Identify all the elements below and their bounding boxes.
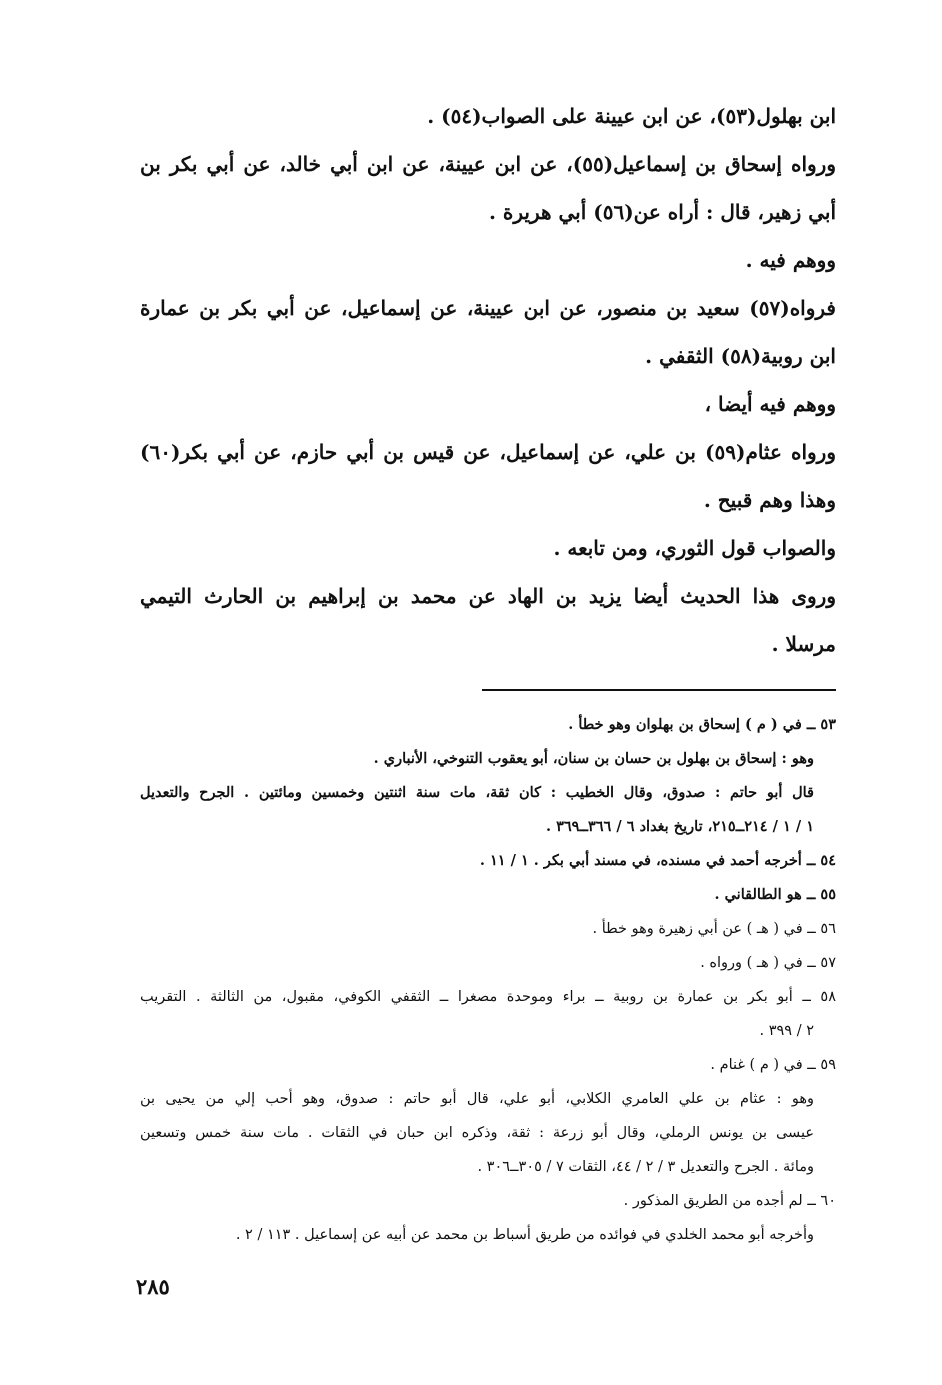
- footnote-line: وهو : عثام بن علي العامري الكلابي، أبو علي، قال أبو حاتم : صدوق، وهو أحب إلي من يحيى بن: [140, 1091, 814, 1107]
- main-text: [140, 92, 836, 668]
- footnote-line: ٥٤ ــ أخرجه أحمد في مسنده، في مسند أبي بكر . ١ / ١١ .: [479, 852, 836, 869]
- footnote-line: ٢ / ٣٩٩ .: [759, 1023, 814, 1039]
- footnote-line: ٥٦ ــ في ( هـ ) عن أبي زهيرة وهو خطأ .: [592, 921, 836, 937]
- footnote-line: ٥٥ ــ هو الطالقاني .: [714, 886, 836, 903]
- text-line: أبي زهير، قال : أراه عن(٥٦) أبي هريرة .: [488, 200, 836, 224]
- text-line: والصواب قول الثوري، ومن تابعه .: [553, 536, 836, 560]
- footnote-line: ٥٨ ــ أبو بكر بن عمارة بن روبية ــ براء وموحدة مصغرا ــ الثقفي الكوفي، مقبول، من الثالثة . التقريب: [140, 989, 836, 1005]
- page-number: ٢٨٥: [136, 1274, 170, 1299]
- footnote-line: ٥٧ ــ في ( هـ ) ورواه .: [700, 955, 836, 971]
- footnote-line: ٥٩ ــ في ( م ) غنام .: [710, 1057, 836, 1073]
- footnote-line: ٥٣ ــ في ( م ) إسحاق بن بهلوان وهو خطأ .: [568, 716, 836, 733]
- footnote-line: وهو : إسحاق بن بهلول بن حسان بن سنان، أبو يعقوب التنوخي، الأنباري .: [373, 750, 814, 767]
- footnote-line: قال أبو حاتم : صدوق، وقال الخطيب : كان ثقة، مات سنة اثنتين وخمسين ومائتين . الجرح والتعديل: [140, 784, 814, 801]
- text-line: ابن روبية(٥٨) الثقفي .: [645, 344, 836, 368]
- footnote-line: ١ / ١ / ٢١٤ــ٢١٥، تاريخ بغداد ٦ / ٣٦٦ــ٣٦٩ .: [545, 818, 814, 835]
- text-line: وروى هذا الحديث أيضا يزيد بن الهاد عن محمد بن إبراهيم بن الحارث التيمي: [140, 584, 836, 608]
- text-line: ورواه إسحاق بن إسماعيل(٥٥)، عن ابن عيينة، عن ابن أبي خالد، عن أبي بكر بن: [140, 152, 836, 176]
- footnote-line: ومائة . الجرح والتعديل ٣ / ٢ / ٤٤، الثقات ٧ / ٣٠٥ــ٣٠٦ .: [477, 1159, 814, 1175]
- footnote-line: ٦٠ ــ لم أجده من الطريق المذكور .: [623, 1193, 836, 1209]
- footnote-line: عيسى بن يونس الرملي، وقال أبو زرعة : ثقة، وذكره ابن حبان في الثقات . مات سنة خمس وتسعين: [140, 1125, 814, 1141]
- text-line: ووهم فيه .: [745, 248, 836, 272]
- footnotes: [140, 708, 836, 1252]
- footnote-line: وأخرجه أبو محمد الخلدي في فوائده من طريق أسباط بن محمد عن أبيه عن إسماعيل . ١١٣ / ٢ .: [235, 1227, 814, 1243]
- text-line: وهذا وهم قبيح .: [703, 488, 836, 512]
- text-line: فرواه(٥٧) سعيد بن منصور، عن ابن عيينة، عن إسماعيل، عن أبي بكر بن عمارة: [140, 296, 836, 320]
- text-line: ورواه عثام(٥٩) بن علي، عن إسماعيل، عن قيس بن أبي حازم، عن أبي بكر(٦٠): [140, 440, 836, 464]
- footnote-divider: [482, 689, 836, 691]
- text-line: مرسلا .: [771, 632, 836, 656]
- text-line: ووهم فيه أيضا ،: [704, 392, 836, 416]
- text-line: ابن بهلول(٥٣)، عن ابن عيينة على الصواب(٥٤) .: [427, 104, 836, 128]
